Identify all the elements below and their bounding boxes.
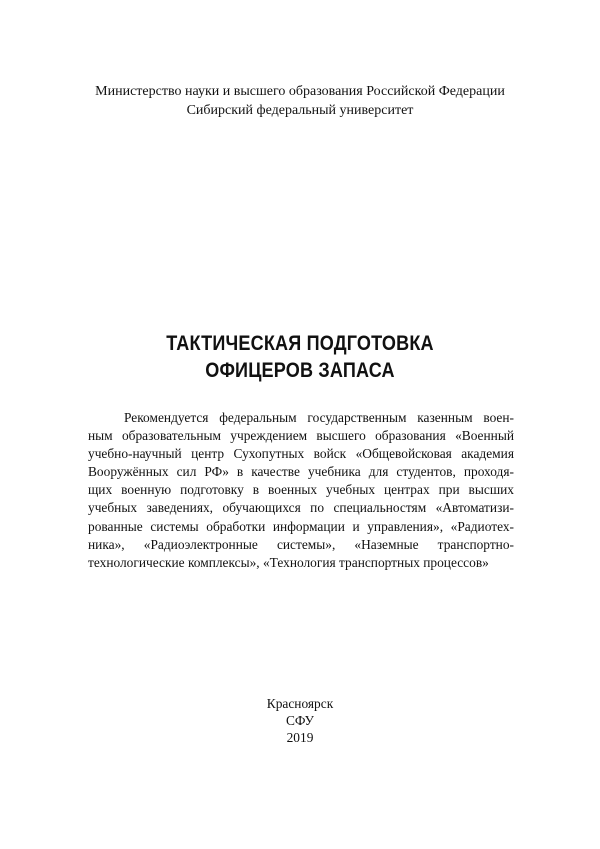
university-name: Сибирский федеральный университет: [186, 103, 414, 118]
imprint-year: 2019: [286, 730, 314, 745]
recommendation-line: технологические комплексы», «Технология транспортных процессов»: [88, 554, 489, 570]
ministry-name: Министерство науки и высшего образования Российской Федерации: [95, 84, 505, 99]
recommendation-line: учебно-научный центр Сухопутных войск «Общевойсковая академия: [88, 446, 514, 462]
recommendation-line: учебных заведениях, обучающихся по специальностям «Автоматизи-: [88, 500, 514, 516]
book-title-line-2: ОФИЦЕРОВ ЗАПАСА: [205, 359, 395, 382]
institution-header: [0, 82, 600, 120]
recommendation-line: Рекомендуется федеральным государственным казенным воен-: [124, 410, 514, 425]
imprint-city: Красноярск: [266, 696, 334, 711]
imprint: [0, 695, 600, 746]
recommendation-line: рованные системы обработки информации и управления», «Радиотех-: [88, 518, 514, 534]
imprint-publisher: СФУ: [286, 713, 314, 728]
recommendation-line: Вооружённых сил РФ» в качестве учебника для студентов, проходя-: [88, 464, 514, 480]
recommendation-line: щих военную подготовку в военных учебных центрах при высших: [88, 482, 514, 498]
recommendation-paragraph: [88, 409, 514, 572]
recommendation-line: ника», «Радиоэлектронные системы», «Наземные транспортно-: [88, 536, 514, 552]
recommendation-line: ным образовательным учреждением высшего образования «Военный: [88, 428, 514, 444]
book-title-line-1: ТАКТИЧЕСКАЯ ПОДГОТОВКА: [166, 332, 434, 355]
book-title: [42, 330, 558, 384]
